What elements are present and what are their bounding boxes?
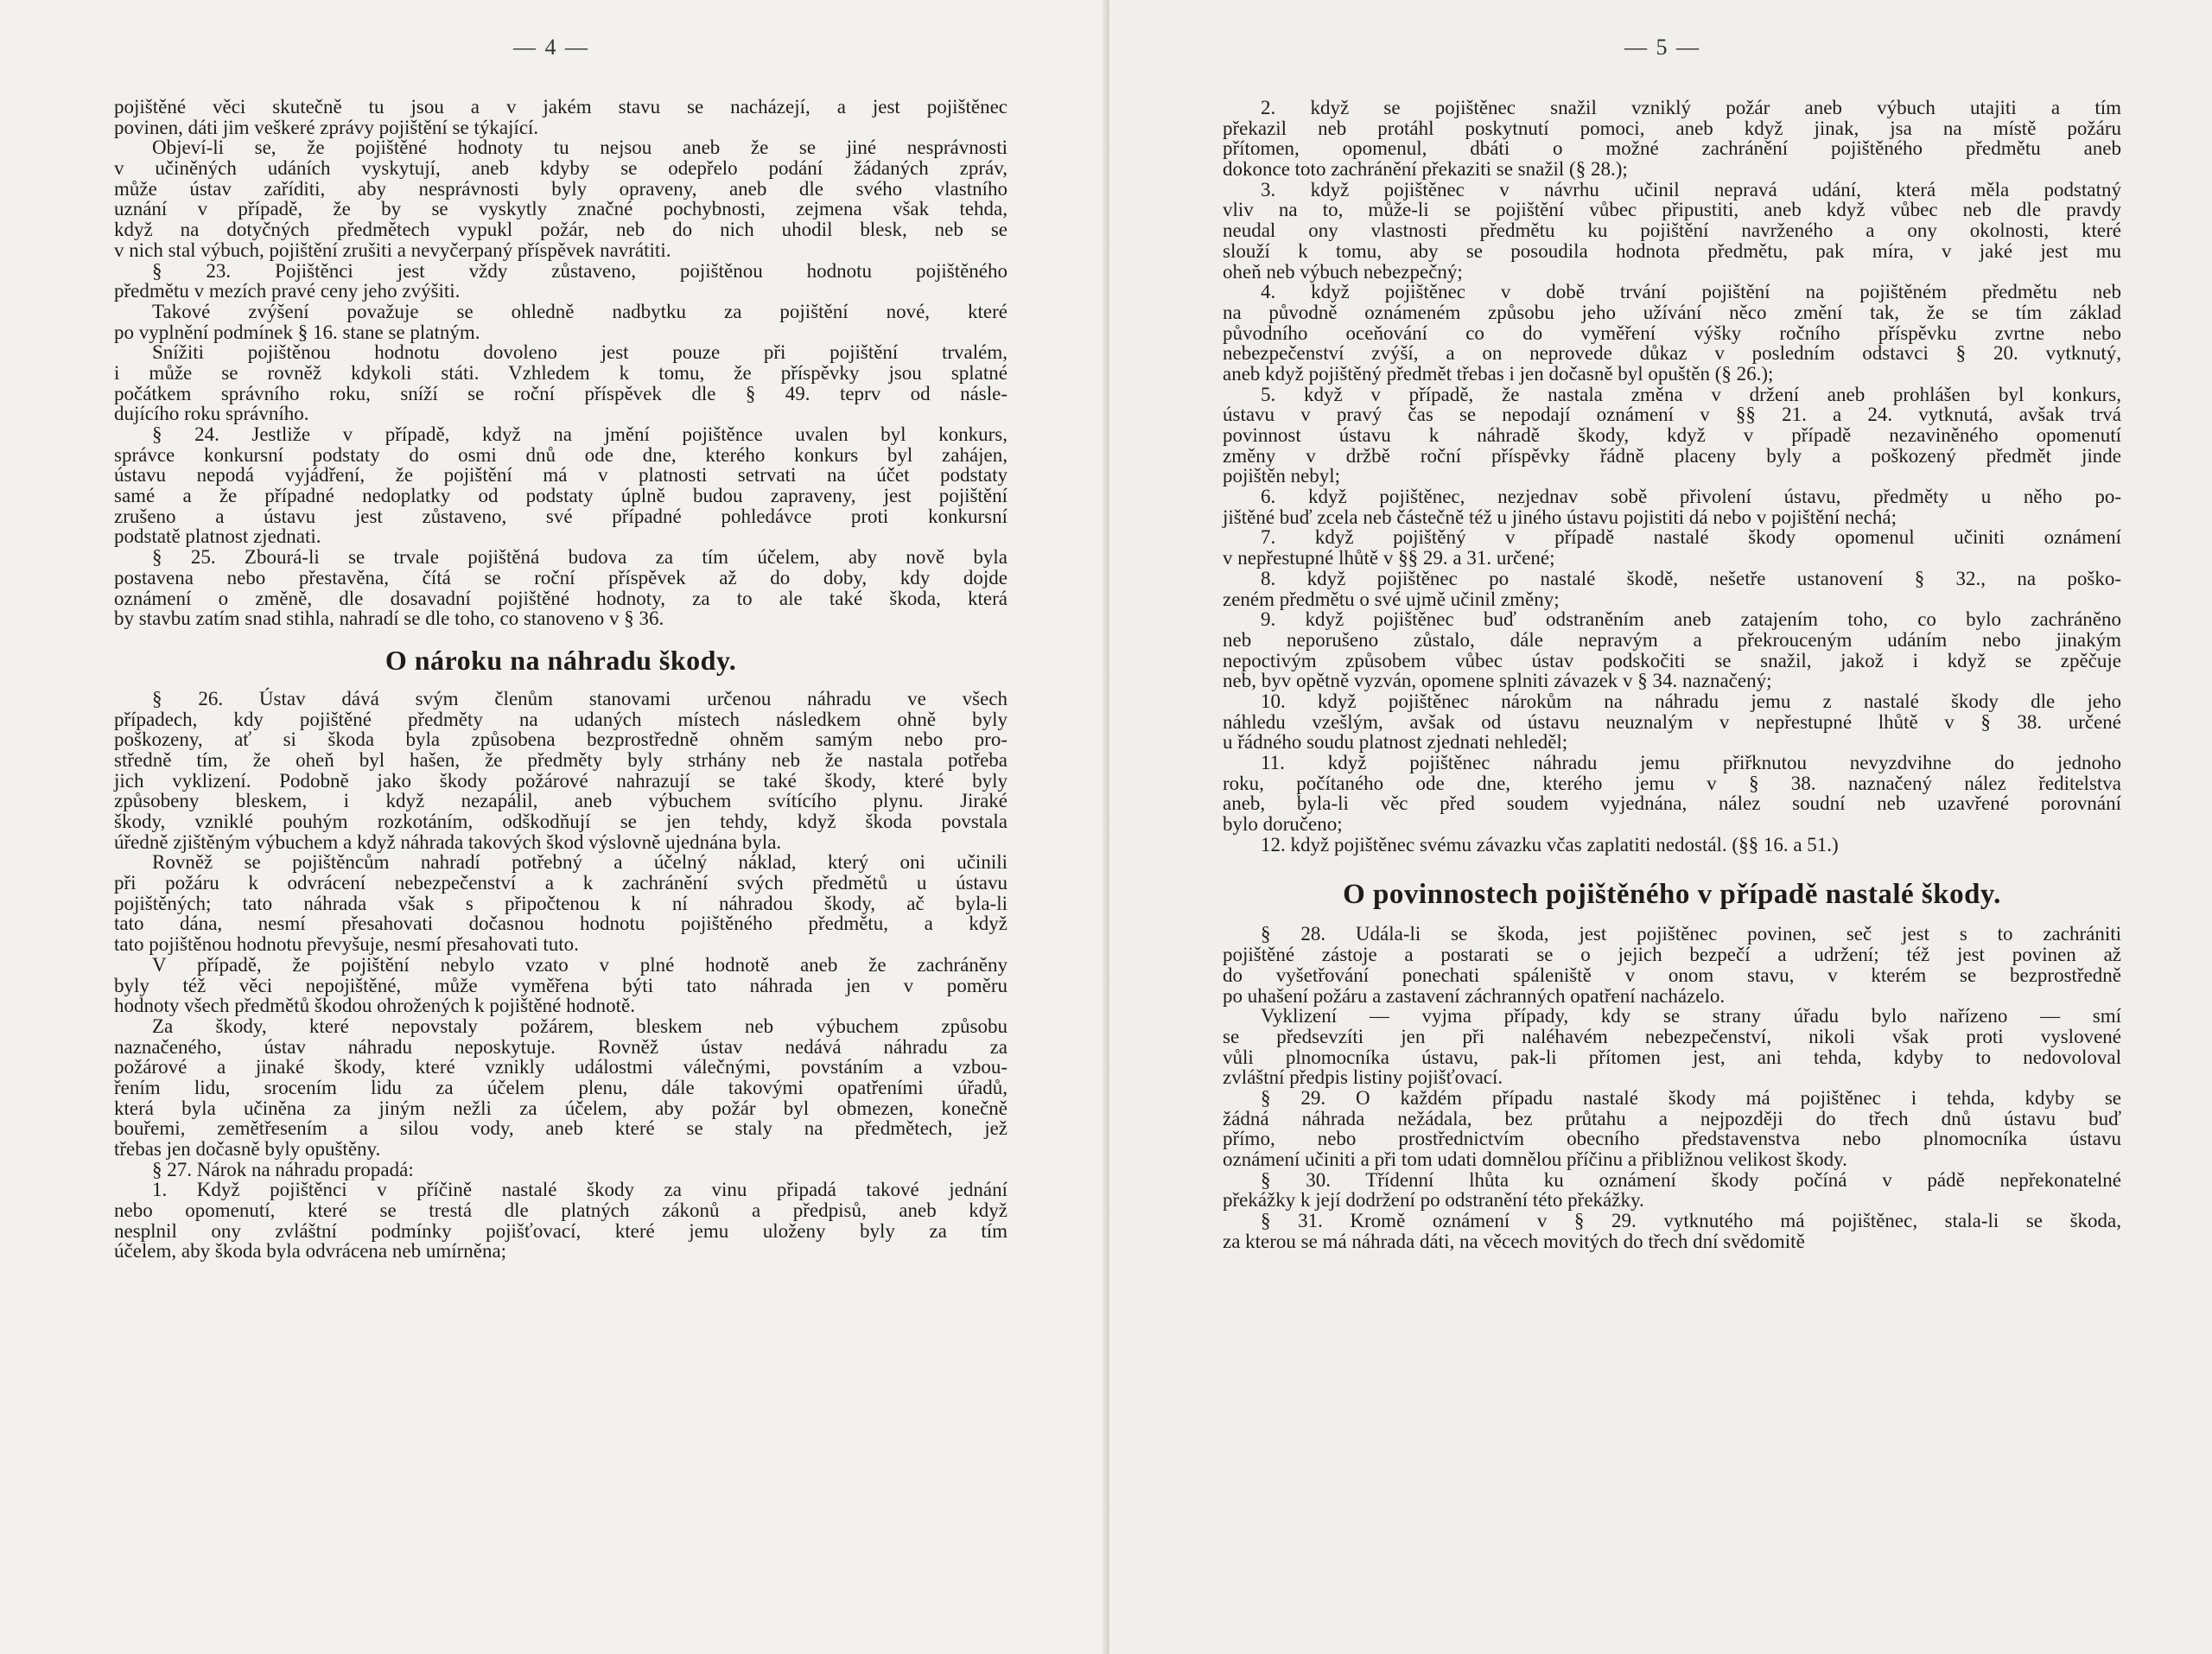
text-line: roku, počítaného ode dne, kterého jemu v § 38. naznačený nález ředitelstva	[1223, 772, 2121, 794]
text-line: pojištěné věci skutečně tu jsou a v jakém stavu se nacházejí, a jest pojištěnec	[114, 96, 1007, 118]
paragraph	[1223, 1211, 2121, 1251]
paragraph	[1223, 180, 2121, 282]
text-line: povinen, dáti jim veškeré zprávy pojištění se týkající.	[114, 116, 539, 138]
text-line: náhledu vzešlým, avšak od ústavu neuznalým v nepřestupné lhůtě v § 38. určené	[1223, 710, 2121, 733]
text-line: § 24. Jestliže v případě, když na jmění pojištěnce uvalen byl konkurs,	[152, 423, 1007, 445]
paragraph	[1223, 1088, 2121, 1170]
text-line: § 26. Ústav dává svým členům stanovami určenou náhradu ve všech	[152, 687, 1007, 709]
text-line: Takové zvýšení považuje se ohledně nadbytku za pojištění nové, které	[152, 300, 1007, 322]
text-line: ústavu v pravý čas se nepodají oznámení v §§ 21. a 24. vytknutá, avšak trvá	[1223, 404, 2121, 426]
text-line: § 30. Třídenní lhůta ku oznámení škody počíná v pádě nepřekonatelné	[1261, 1168, 2121, 1191]
text-line: povinnost ústavu k náhradě škody, když v případě nezaviněného opomenutí	[1223, 424, 2121, 446]
text-line: 11. když pojištěnec náhradu jemu přiřknutou nevyzdvihne do jednoho	[1261, 752, 2121, 773]
text-line: aneb, byla-li věc před soudem vyjednána, nález soudní neb uzavřené porovnání	[1223, 792, 2121, 815]
text-line: nebo opomenutí, které se trestá dle platných zákonů a předpisů, aneb když	[114, 1199, 1007, 1222]
paragraph	[114, 689, 1007, 853]
paragraph	[1223, 609, 2121, 691]
text-line: nesplnil ony zvláštní podmínky pojišťovací, které jemu uloženy byly za tím	[114, 1219, 1007, 1242]
text-line: byly též věci nepojištěné, může vyměřena býti tato náhrada jen v poměru	[114, 974, 1007, 996]
right-paragraphs-after	[1223, 924, 2121, 1251]
text-line: slouží k tomu, aby se posoudila hodnota předmětu, pak míra, v jaké jest mu	[1223, 239, 2121, 262]
text-line: pojištěných; tato náhrada však s připočtenou k ní náhradou škody, ač byla-li	[114, 892, 1007, 914]
text-line: řením lidu, srocením lidu za účelem plenu, dále takovými opatřeními úřadů,	[114, 1076, 1007, 1098]
text-line: vůli plnomocníka ústavu, pak-li přítomen jest, ani tehda, kdyby to nedovoloval	[1223, 1046, 2121, 1068]
text-line: tato pojištěnou hodnotu převyšuje, nesmí přesahovati tuto.	[114, 933, 579, 956]
text-line: 5. když v případě, že nastala změna v držení aneb prohlášen byl konkurs,	[1261, 383, 2121, 405]
text-line: 2. když se pojištěnec snažil vzniklý požár aneb výbuch utajiti a tím	[1261, 97, 2121, 118]
text-line: správce konkursní podstaty do osmi dnů ode dne, kterého konkurs byl zahájen,	[114, 443, 1007, 466]
paragraph	[114, 1016, 1007, 1160]
text-line: § 27. Nárok na náhradu propadá:	[152, 1158, 414, 1180]
paragraph	[1223, 1170, 2121, 1211]
text-line: škody, vzniklé pouhým rozkotáním, odškodňují se jen tehdy, když škoda povstala	[114, 811, 1007, 832]
text-line: § 29. O každém případu nastalé škody má pojištěnec i tehda, kdyby se	[1261, 1086, 2121, 1109]
text-line: účelem, aby škoda byla odvrácena neb umírněna;	[114, 1240, 507, 1263]
text-line: § 23. Pojištěnci jest vždy zůstaveno, pojištěnou hodnotu pojištěného	[152, 259, 1007, 282]
text-line: nepoctivým způsobem vůbec ústav podskočiti se snažil, jakož i když se zpěčuje	[1223, 649, 2121, 671]
text-line: předmětu v mezích pravé ceny jeho zvýšiti.	[114, 280, 461, 302]
text-line: poškozeny, ať si škoda byla způsobena bezprostředně ohněm samým nebo pro-	[114, 728, 1007, 751]
text-line: za kterou se má náhrada dáti, na věcech movitých do třech dní svědomitě	[1223, 1230, 1805, 1252]
paragraph	[1223, 691, 2121, 753]
text-line: požárové a jinaké škody, které vznikly událostmi válečnými, povstáním a vzbou-	[114, 1056, 1007, 1078]
text-line: po uhašení požáru a zastavení záchranných opatření nacházelo.	[1223, 984, 1726, 1007]
page-number: — 4 —	[513, 35, 589, 60]
text-line: V případě, že pojištění nebylo vzato v plné hodnotě aneb že zachráněny	[152, 953, 1007, 976]
text-line: Objeví-li se, že pojištěné hodnoty tu nejsou aneb že se jiné nesprávnosti	[152, 137, 1007, 159]
text-line: 10. když pojištěnec nárokům na náhradu jemu z nastalé škody dle jeho	[1261, 690, 2121, 712]
text-line: oznámení učiniti a při tom udati domnělou příčinu a přibližnou velikost škody.	[1223, 1148, 1847, 1170]
left-paragraphs	[114, 97, 1007, 629]
text-line: aneb když pojištěný předmět třebas i jen dočasně byl opuštěn (§ 26.);	[1223, 362, 1774, 385]
text-line: Rovněž se pojištěncům nahradí potřebný a účelný náklad, který oni učinili	[152, 851, 1007, 874]
paragraph	[1223, 527, 2121, 568]
text-line: § 28. Udála-li se škoda, jest pojištěnec povinen, seč jest s to zachrániti	[1261, 923, 2121, 945]
text-line: i může se rovněž kdykoli státi. Vzhledem k tomu, že příspěvky jsou splatné	[114, 361, 1007, 384]
paragraph	[114, 955, 1007, 1016]
text-line: hodnoty všech předmětů škodou ohrožených k pojištěné hodnotě.	[114, 995, 635, 1017]
text-line: 6. když pojištěnec, nezjednav sobě přivolení ústavu, předměty u něho po-	[1261, 486, 2121, 508]
paragraph	[114, 852, 1007, 954]
text-line: neb neporušeno zůstalo, dále nepravým a překrouceným udáním nebo jinakým	[1223, 628, 2121, 651]
text-line: zeném předmětu o své ujmě učinil změny;	[1223, 588, 1560, 610]
text-line: jištěné buď zcela neb částečně též u jiného ústavu pojistiti dá nebo v pojištění nechá;	[1223, 506, 1897, 528]
section-heading: O povinnostech pojištěného v případě nastalé škody.	[1343, 879, 2001, 911]
text-line: 4. když pojištěnec v době trvání pojištění na pojištěném předmětu neb	[1261, 281, 2121, 303]
text-line: když na dotyčných předmětech vypukl požár, neb do nich uhodil blesk, neb se	[114, 219, 1007, 241]
text-line: žádná náhrada nežádala, bez průtahu a nejpozději do třech dnů ústavu buď	[1223, 1107, 2121, 1129]
text-line: úředně zjištěným výbuchem a když náhrada takových škod výslovně ujednána byla.	[114, 830, 782, 853]
text-line: Za škody, které nepovstaly požárem, bleskem neb výbuchem způsobu	[152, 1015, 1007, 1037]
paragraph	[114, 1180, 1007, 1262]
text-line: v nich stal výbuch, pojištění zrušiti a nevyčerpaný příspěvek navrátiti.	[114, 239, 671, 261]
text-line: přímo, nebo prostřednictvím obecního představenstva nebo plnomocníka ústavu	[1223, 1128, 2121, 1150]
paragraph	[114, 137, 1007, 260]
text-line: vliv na to, může-li se pojištění vůbec připustiti, aneb když vůbec neb dle pravdy	[1223, 199, 2121, 221]
text-line: počátkem správního roku, sníží se roční příspěvek dle § 49. teprv od násle-	[114, 382, 1007, 404]
paragraph	[114, 547, 1007, 629]
text-line: tato dána, nesmí přesahovati dočasnou hodnotu pojištěného předmětu, a když	[114, 913, 1007, 935]
text-line: Snížiti pojištěnou hodnotu dovoleno jest pouze při pojištění trvalém,	[152, 341, 1007, 364]
paragraph	[114, 424, 1007, 547]
text-line: dokonce toto zachránění překaziti se snažil (§ 28.);	[1223, 158, 1628, 181]
text-line: přítomen, opomenul, dbáti o možné zachránění pojištěného předmětu aneb	[1223, 137, 2121, 160]
text-line: způsobeny bleskem, i když nezapálil, aneb výbuchem svítícího plynu. Jiraké	[114, 790, 1007, 812]
text-line: Vyklizení — vyjma případy, kdy se strany úřadu bylo nařízeno — smí	[1261, 1005, 2121, 1027]
text-line: změny v držbě roční příspěvky řádně placeny byly a poškozený předmět jinde	[1223, 444, 2121, 467]
text-line: překážky k její dodržení po odstranění této překážky.	[1223, 1189, 1644, 1212]
text-line: v nepřestupné lhůtě v §§ 29. a 31. určené;	[1223, 547, 1555, 569]
text-line: pojištěn nebyl;	[1223, 465, 1341, 487]
text-line: na původně oznámeném způsobu jeho užívání něco změní tak, že se tím základ	[1223, 301, 2121, 323]
text-line: v učiněných udáních vyskytují, aneb kdyby se odepřelo podání žádaných zpráv,	[114, 157, 1007, 180]
text-line: případech, kdy pojištěné předměty na udaných místech následkem ohně byly	[114, 708, 1007, 730]
text-line: která byla učiněna za jiným nežli za účelem, aby požár byl obmezen, konečně	[114, 1097, 1007, 1119]
paragraph	[114, 261, 1007, 302]
text-line: nebezpečenství zvýší, a on neprovede důkaz v posledním odstavci § 20. vytknutý,	[1223, 342, 2121, 365]
right-body-text	[1223, 98, 2121, 1251]
paragraph	[1223, 835, 2121, 856]
text-line: středně tím, že oheň byl hašen, že předměty byly strhány neb že nastala potřeba	[114, 748, 1007, 771]
paragraph	[1223, 385, 2121, 487]
text-line: jich vyklizení. Podobně jako škody požárové nahrazují se také škody, které byly	[114, 769, 1007, 792]
text-line: zvláštní předpis listiny pojišťovací.	[1223, 1066, 1503, 1089]
text-line: do vyšetřování ponechati spáleniště v onom stavu, v kterém se bezprostředně	[1223, 964, 2121, 986]
text-line: 3. když pojištěnec v návrhu učinil nepravá udání, která měla podstatný	[1261, 178, 2121, 200]
text-line: při požáru k odvrácení nebezpečenství a k zachránění svých předmětů u ústavu	[114, 872, 1007, 894]
paragraph	[1223, 924, 2121, 1006]
text-line: 1. Když pojištěnci v příčině nastalé škody za vinu připadá takové jednání	[152, 1179, 1007, 1201]
right-paragraphs	[1223, 98, 2121, 855]
left-paragraphs-after	[114, 689, 1007, 1262]
text-line: 7. když pojištěný v případě nastalé škody opomenul učiniti oznámení	[1261, 526, 2121, 549]
text-line: oznámení o změně, dle dosavadní pojištěné hodnoty, za to ale také škoda, která	[114, 587, 1007, 609]
paragraph	[1223, 1006, 2121, 1088]
text-line: 12. když pojištěnec svému závazku včas zaplatiti nedostál. (§§ 16. a 51.)	[1261, 833, 1839, 856]
text-line: bouřemi, zemětřesením a silou vody, aneb které se staly na předmětech, jež	[114, 1117, 1007, 1140]
text-line: u řádného soudu platnost zjednati nehleděl;	[1223, 731, 1568, 754]
right-page	[1109, 0, 2212, 1654]
text-line: ústavu nepodá vyjádření, že pojištění má v platnosti setrvati na účet podstaty	[114, 464, 1007, 487]
page-number: — 5 —	[1624, 35, 1700, 60]
text-line: pojištěné zástoje a postarati se o jejich bezpečí a udržení; též jest povinen až	[1223, 944, 2121, 966]
text-line: zrušeno a ústavu jest zůstaveno, své případné pohledávce proti konkursní	[114, 505, 1007, 527]
text-line: 9. když pojištěnec buď odstraněním aneb zatajením toho, co bylo zachráněno	[1261, 608, 2121, 631]
text-line: oheň neb výbuch nebezpečný;	[1223, 260, 1463, 283]
paragraph	[1223, 753, 2121, 835]
text-line: 8. když pojištěnec po nastalé škodě, nešetře ustanovení § 32., na poško-	[1261, 567, 2121, 589]
text-line: postavena nebo přestavěna, čítá se roční příspěvek až do doby, kdy dojde	[114, 566, 1007, 588]
text-line: by stavbu zatím snad stihla, nahradí se dle toho, co stanoveno v § 36.	[114, 608, 664, 630]
text-line: uznání v případě, že by se vyskytly značné pochybnosti, zejmena však tehda,	[114, 198, 1007, 220]
section-heading: O nároku na náhradu škody.	[385, 644, 737, 676]
paragraph	[114, 342, 1007, 424]
text-line: samé a že případné nedoplatky od podstaty úplně budou zapraveny, jest pojištění	[114, 485, 1007, 507]
paragraph	[1223, 569, 2121, 609]
text-line: třebas jen dočasně byly opuštěny.	[114, 1138, 381, 1160]
text-line: se předsevzíti jen při naléhavém nebezpečenství, nikoli však proti vyslovené	[1223, 1025, 2121, 1047]
text-line: může ústav zaříditi, aby nesprávnosti byly opraveny, aneb dle svého vlastního	[114, 177, 1007, 200]
text-line: původního oceňování co do vyměření výšky ročního příspěvku zvrtne nebo	[1223, 321, 2121, 344]
paragraph	[1223, 487, 2121, 527]
text-line: naznačeného, ústav náhradu neposkytuje. Rovněž ústav nedává náhradu za	[114, 1035, 1007, 1058]
paragraph	[114, 1160, 1007, 1180]
text-line: po vyplnění podmínek § 16. stane se platným.	[114, 321, 480, 343]
text-line: § 25. Zbourá-li se trvale pojištěná budova za tím účelem, aby nově byla	[152, 546, 1007, 569]
text-line: bylo doručeno;	[1223, 813, 1343, 836]
paragraph	[114, 302, 1007, 342]
paragraph	[1223, 98, 2121, 180]
paragraph	[114, 97, 1007, 137]
text-line: § 31. Kromě oznámení v § 29. vytknutého má pojištěnec, stala-li se škoda,	[1261, 1210, 2121, 1232]
text-line: překazil neb protáhl poskytnutí pomoci, aneb když jinak, jsa na místě požáru	[1223, 117, 2121, 139]
text-line: dujícího roku správního.	[114, 403, 309, 425]
paragraph	[1223, 282, 2121, 384]
text-line: neb, byv opětně vyzván, opomene splniti závazek v § 34. naznačený;	[1223, 670, 1772, 692]
text-line: neudal ony vlastnosti předmětu ku pojištění navrženého a ony okolnosti, které	[1223, 219, 2121, 242]
left-body-text	[114, 97, 1007, 1262]
text-line: podstatě platnost zjednati.	[114, 525, 321, 548]
